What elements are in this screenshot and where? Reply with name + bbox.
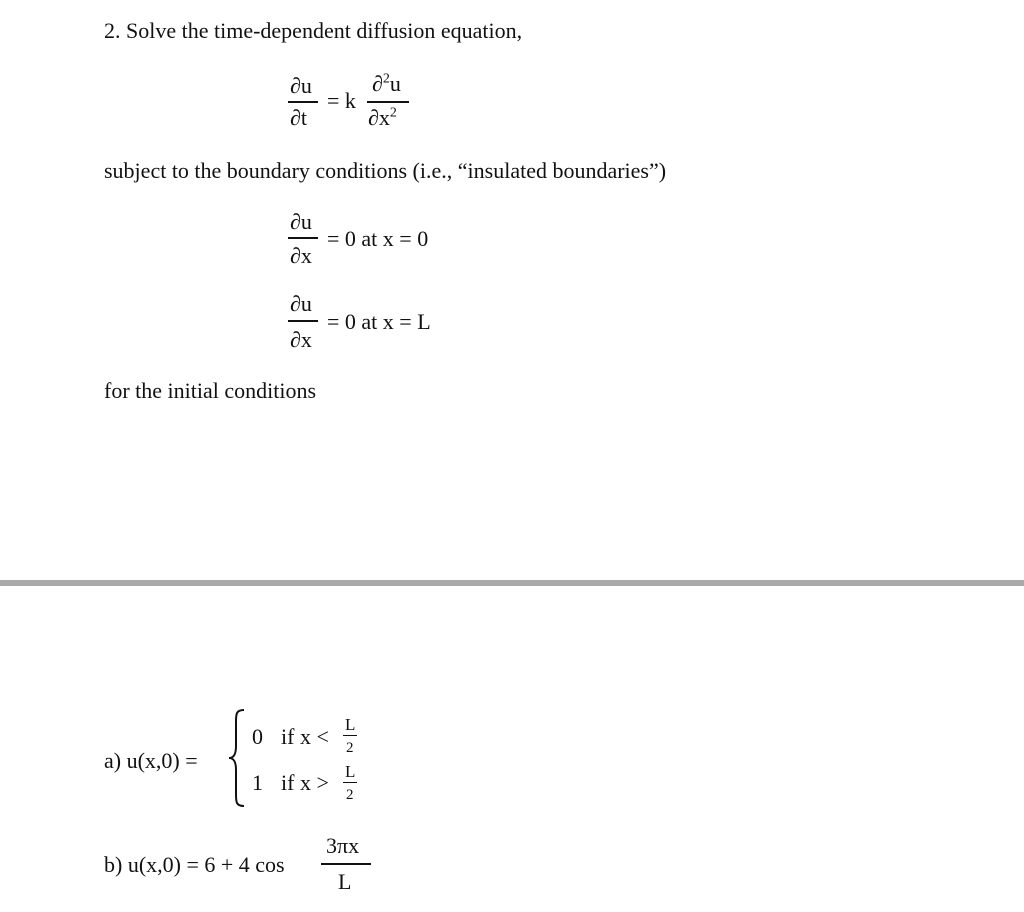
pde-lhs-numerator: ∂u <box>290 73 312 98</box>
case1-value: 0 <box>252 724 263 749</box>
bc1-numerator: ∂u <box>290 209 312 234</box>
case2-fraction-bar <box>343 782 357 783</box>
section-divider <box>0 580 1024 586</box>
initial-conditions-intro: for the initial conditions <box>104 378 317 403</box>
bc1-denominator: ∂x <box>290 243 312 268</box>
pde-lhs-denominator: ∂t <box>290 105 307 130</box>
pde-rhs-numerator: ∂$^2$u <box>372 71 401 96</box>
bc2-fraction-bar <box>288 320 318 322</box>
case2-value: 1 <box>252 770 263 795</box>
problem-heading: 2. Solve the time-dependent diffusion equation, <box>104 18 523 43</box>
case2-frac-denominator: 2 <box>346 787 354 803</box>
bc1-rhs: = 0 at x = 0 <box>327 226 429 251</box>
part-b-label: b) u(x,0) = 6 + 4 cos <box>104 852 285 877</box>
case1-frac-numerator: L <box>345 715 356 734</box>
case1-frac-denominator: 2 <box>346 740 354 756</box>
case2-condition: if x > <box>281 770 329 795</box>
part-b-frac-numerator: 3πx <box>326 833 360 858</box>
pde-lhs-fraction-bar <box>288 101 318 103</box>
bc2-numerator: ∂u <box>290 291 312 316</box>
case1-condition: if x < <box>281 724 329 749</box>
bc2-denominator: ∂x <box>290 327 312 352</box>
boundary-conditions-intro: subject to the boundary conditions (i.e., “insulated boundaries”) <box>104 158 667 183</box>
case2-frac-numerator: L <box>345 762 356 781</box>
part-a-label: a) u(x,0) = <box>104 748 198 773</box>
pde-rhs-denominator: $\partial x^2$ <box>368 105 397 130</box>
part-b-fraction-bar <box>321 863 371 865</box>
bc1-fraction-bar <box>288 237 318 239</box>
pde-rhs-fraction-bar <box>367 101 409 103</box>
part-b-frac-denominator: L <box>338 869 352 894</box>
case1-fraction-bar <box>343 735 357 736</box>
pde-equals-k: = k <box>327 88 356 113</box>
bc2-rhs: = 0 at x = L <box>327 309 431 334</box>
left-brace <box>226 708 248 808</box>
